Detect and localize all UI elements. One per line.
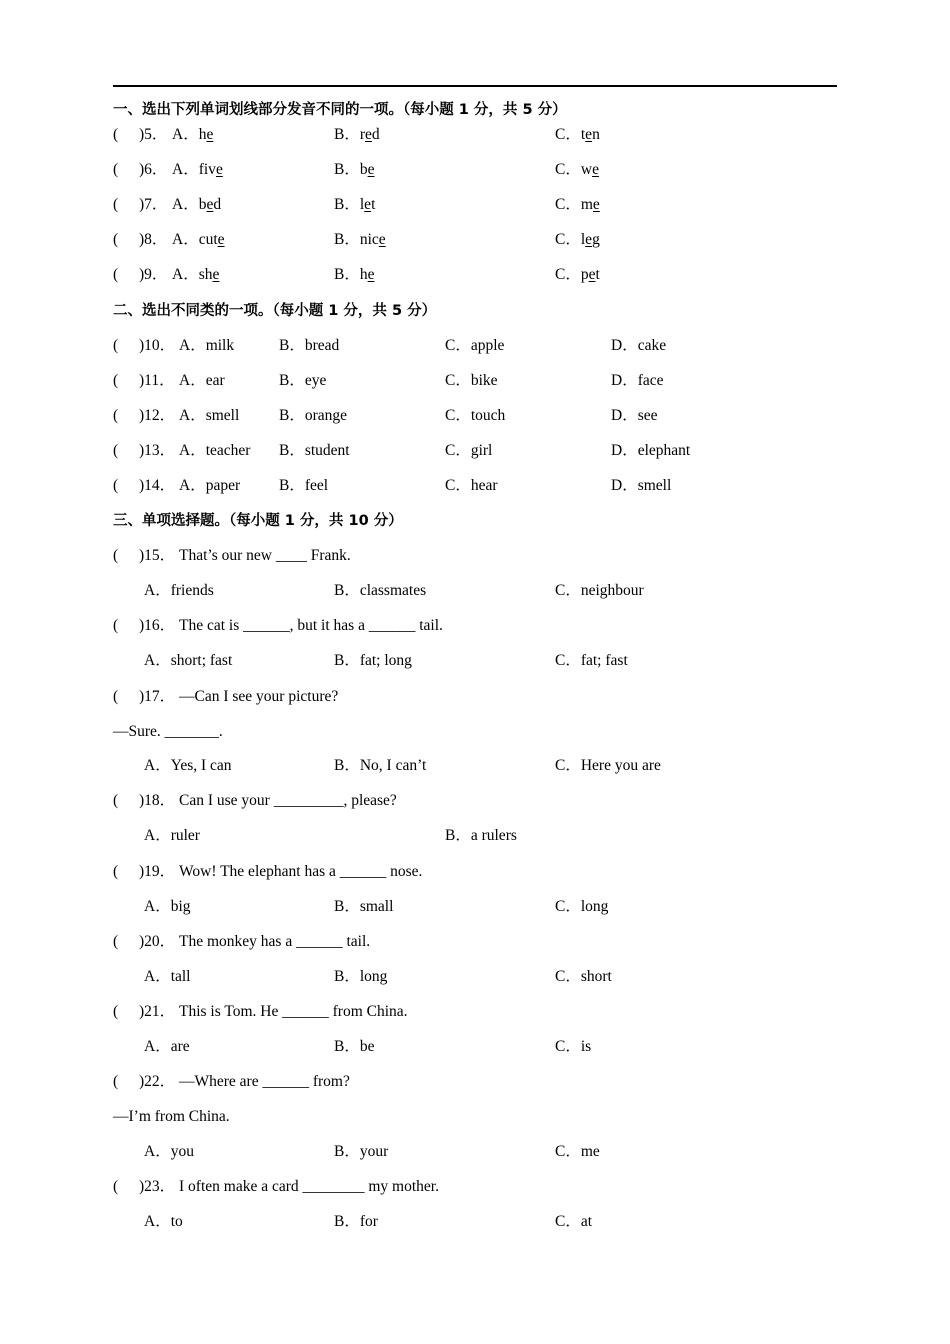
option-c: C．long (555, 898, 609, 915)
option-c: C．pet (555, 266, 600, 283)
answer-blank[interactable]: ( (113, 792, 119, 809)
option-a: A．friends (144, 582, 214, 599)
option-a: A．ruler (144, 827, 200, 844)
question-14 (0, 475, 672, 497)
option-c: C．girl (445, 442, 493, 459)
option-b: B．let (334, 196, 376, 213)
section-1-title: 一、选出下列单词划线部分发音不同的一项。（每小题 1 分，共 5 分） (113, 102, 567, 118)
option-c: C．me (555, 196, 600, 213)
question-18-options (0, 825, 517, 847)
answer-blank[interactable]: ( (113, 477, 119, 494)
question-16 (0, 615, 443, 637)
section-2-title: 二、选出不同类的一项。（每小题 1 分，共 5 分） (113, 303, 437, 319)
option-b: B．classmates (334, 582, 427, 599)
answer-blank[interactable]: ( (113, 1003, 119, 1020)
option-c: C．touch (445, 407, 506, 424)
option-b: B．your (334, 1143, 389, 1160)
option-b: B．small (334, 898, 394, 915)
question-number: )22． (139, 1073, 176, 1090)
option-c: C．Here you are (555, 757, 661, 774)
question-number: )16． (139, 617, 176, 634)
answer-blank[interactable]: ( (113, 933, 119, 950)
option-a: A．are (144, 1038, 190, 1055)
option-c: C．is (555, 1038, 592, 1055)
question-20 (0, 931, 371, 953)
question-16-options (0, 650, 628, 672)
question-number: )23． (139, 1178, 176, 1195)
option-d: D．elephant (611, 442, 691, 459)
question-22 (0, 1071, 350, 1093)
option-c: C．neighbour (555, 582, 644, 599)
question-22-options (0, 1141, 600, 1163)
question-17-reply: —Sure. _______. (113, 723, 223, 740)
question-19-options (0, 896, 609, 918)
option-b: B．eye (279, 372, 327, 389)
answer-blank[interactable]: ( (113, 688, 119, 705)
answer-blank[interactable]: ( (113, 863, 119, 880)
option-c: C．hear (445, 477, 498, 494)
option-c: C．short (555, 968, 612, 985)
question-11 (0, 370, 664, 392)
option-c: C．bike (445, 372, 498, 389)
question-number: )13． (139, 442, 176, 459)
question-number: )11． (139, 372, 175, 389)
question-17-options (0, 755, 661, 777)
question-number: )18． (139, 792, 176, 809)
answer-blank[interactable]: ( (113, 372, 119, 389)
option-b: B．be (334, 161, 375, 178)
question-number: )7． (139, 196, 168, 213)
answer-blank[interactable]: ( (113, 442, 119, 459)
question-number: )19． (139, 863, 176, 880)
option-a: A．teacher (179, 442, 251, 459)
option-a: A．milk (179, 337, 235, 354)
option-a: A．big (144, 898, 191, 915)
option-b: B．for (334, 1213, 378, 1230)
option-c: C．leg (555, 231, 600, 248)
option-a: A．tall (144, 968, 191, 985)
question-stem: —Where are ______ from? (179, 1073, 350, 1090)
option-c: C．ten (555, 126, 600, 143)
section-3-title: 三、单项选择题。（每小题 1 分，共 10 分） (113, 513, 403, 529)
option-b: B．long (334, 968, 388, 985)
option-c: C．fat; fast (555, 652, 628, 669)
option-b: B．be (334, 1038, 375, 1055)
option-a: A．you (144, 1143, 194, 1160)
question-10 (0, 335, 667, 357)
question-stem: The cat is ______, but it has a ______ tail. (179, 617, 443, 634)
header-rule (113, 85, 837, 87)
question-21 (0, 1001, 408, 1023)
option-b: B．feel (279, 477, 329, 494)
option-d: D．see (611, 407, 658, 424)
option-a: A．smell (179, 407, 240, 424)
question-stem: Can I use your _________, please? (179, 792, 397, 809)
question-number: )20． (139, 933, 176, 950)
option-c: C．apple (445, 337, 505, 354)
question-stem: I often make a card ________ my mother. (179, 1178, 439, 1195)
option-d: D．smell (611, 477, 672, 494)
question-stem: The monkey has a ______ tail. (179, 933, 371, 950)
answer-blank[interactable]: ( (113, 1073, 119, 1090)
option-a: A．Yes, I can (144, 757, 232, 774)
answer-blank[interactable]: ( (113, 617, 119, 634)
question-number: )15． (139, 547, 176, 564)
answer-blank[interactable]: ( (113, 1178, 119, 1195)
option-a: A．short; fast (144, 652, 233, 669)
option-a: A．he (172, 126, 214, 143)
question-number: )5． (139, 126, 168, 143)
option-b: B．orange (279, 407, 348, 424)
question-17 (0, 686, 339, 708)
answer-blank[interactable]: ( (113, 407, 119, 424)
option-a: A．ear (179, 372, 225, 389)
answer-blank[interactable]: ( (113, 196, 119, 213)
question-23 (0, 1176, 439, 1198)
option-c: C．me (555, 1143, 600, 1160)
option-b: B．bread (279, 337, 340, 354)
option-b: B．red (334, 126, 380, 143)
answer-blank[interactable]: ( (113, 126, 119, 143)
option-b: B．student (279, 442, 350, 459)
question-number: )8． (139, 231, 168, 248)
question-19 (0, 861, 423, 883)
question-23-options (0, 1211, 593, 1233)
question-15-options (0, 580, 644, 602)
question-stem: —Can I see your picture? (179, 688, 339, 705)
answer-blank[interactable]: ( (113, 266, 119, 283)
option-b: B．fat; long (334, 652, 412, 669)
question-number: )17． (139, 688, 176, 705)
question-number: )21． (139, 1003, 176, 1020)
option-a: A．she (172, 266, 220, 283)
answer-blank[interactable]: ( (113, 337, 119, 354)
question-stem: Wow! The elephant has a ______ nose. (179, 863, 423, 880)
question-number: )10． (139, 337, 176, 354)
answer-blank[interactable]: ( (113, 547, 119, 564)
option-d: D．face (611, 372, 664, 389)
question-stem: That’s our new ____ Frank. (179, 547, 351, 564)
option-a: A．bed (172, 196, 222, 213)
option-b: B．a rulers (445, 827, 517, 844)
option-a: A．paper (179, 477, 241, 494)
question-number: )14． (139, 477, 176, 494)
option-d: D．cake (611, 337, 667, 354)
option-a: A．five (172, 161, 223, 178)
option-b: B．he (334, 266, 375, 283)
option-b: B．nice (334, 231, 386, 248)
question-number: )9． (139, 266, 168, 283)
question-stem: This is Tom. He ______ from China. (179, 1003, 408, 1020)
answer-blank[interactable]: ( (113, 231, 119, 248)
question-number: )6． (139, 161, 168, 178)
option-a: A．cute (172, 231, 225, 248)
answer-blank[interactable]: ( (113, 161, 119, 178)
question-20-options (0, 966, 612, 988)
option-c: C．we (555, 161, 599, 178)
question-21-options (0, 1036, 592, 1058)
question-18 (0, 790, 397, 812)
question-15 (0, 545, 351, 567)
question-number: )12． (139, 407, 176, 424)
question-12 (0, 405, 658, 427)
option-b: B．No, I can’t (334, 757, 427, 774)
option-a: A．to (144, 1213, 183, 1230)
option-c: C．at (555, 1213, 593, 1230)
question-13 (0, 440, 691, 462)
question-22-reply: —I’m from China. (113, 1108, 230, 1125)
